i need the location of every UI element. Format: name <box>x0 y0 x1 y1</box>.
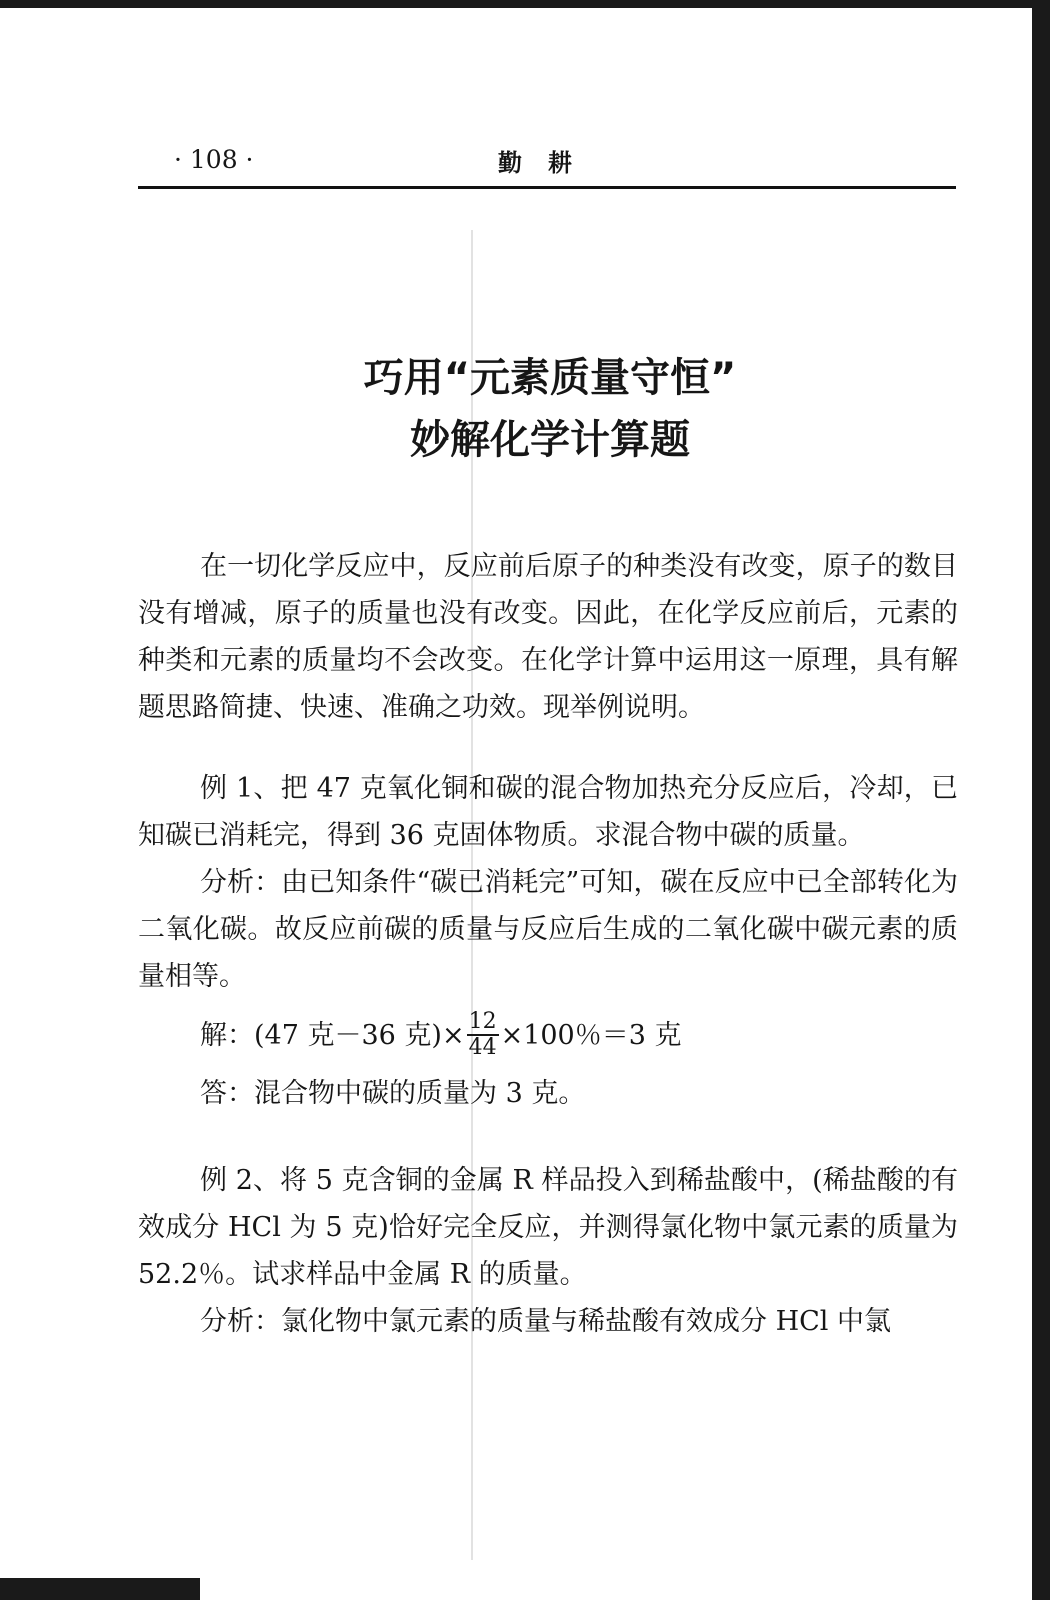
page-number: · 108 · <box>174 145 254 174</box>
fraction <box>467 1010 499 1060</box>
scan-border-right <box>1032 0 1050 1600</box>
article-title <box>200 350 900 474</box>
intro-paragraph: 在一切化学反应中，反应前后原子的种类没有改变，原子的数目没有增减，原子的质量也没有改变。因此，在化学反应前后，元素的种类和元素的质量均不会改变。在化学计算中运用这一原理，具有解题思路简捷、快速、准确之功效。现举例说明。 <box>138 551 958 723</box>
solution-prefix: 解：(47 克－36 克)× <box>200 1019 465 1051</box>
fraction-numerator: 12 <box>468 1009 497 1034</box>
fraction-denominator: 44 <box>468 1035 497 1060</box>
title-line-1: 巧用“元素质量守恒” <box>363 355 737 401</box>
title-line-2: 妙解化学计算题 <box>410 417 690 463</box>
scan-border-top <box>0 0 1050 8</box>
example1-solution <box>138 1000 958 1070</box>
running-head <box>138 145 958 185</box>
example1-analysis: 分析：由已知条件“碳已消耗完”可知，碳在反应中已全部转化为二氧化碳。故反应前碳的质量与反应后生成的二氧化碳中碳元素的质量相等。 <box>138 867 958 992</box>
header-rule <box>138 186 956 189</box>
example1-problem: 例 1、把 47 克氧化铜和碳的混合物加热充分反应后，冷却，已知碳已消耗完，得到 36 克固体物质。求混合物中碳的质量。 <box>138 773 958 851</box>
example1-answer: 答：混合物中碳的质量为 3 克。 <box>200 1078 586 1109</box>
example2-analysis: 分析：氯化物中氯元素的质量与稀盐酸有效成分 HCl 中氯 <box>200 1306 892 1337</box>
article-body <box>138 543 958 1345</box>
journal-title: 勤耕 <box>498 148 598 177</box>
scan-border-bottom-left <box>0 1578 200 1600</box>
example2-problem: 例 2、将 5 克含铜的金属 R 样品投入到稀盐酸中，(稀盐酸的有效成分 HCl 为 5 克)恰好完全反应，并测得氯化物中氯元素的质量为 52.2％。试求样品中金属 R 的质量。 <box>138 1165 958 1290</box>
solution-suffix: ×100％＝3 克 <box>500 1019 682 1051</box>
